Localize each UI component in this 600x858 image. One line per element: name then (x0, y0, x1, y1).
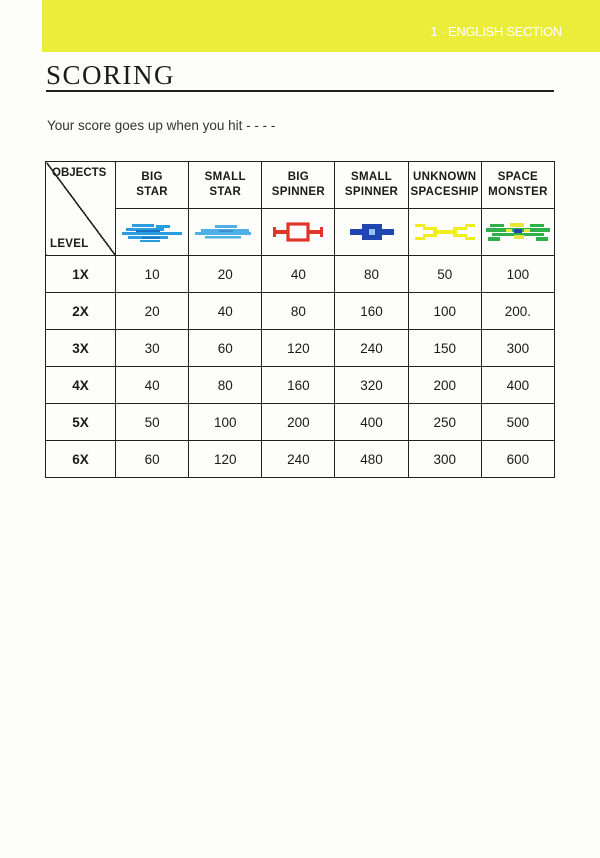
score-cell: 120 (189, 441, 262, 478)
score-cell: 320 (335, 367, 408, 404)
big-star-icon (122, 221, 182, 243)
score-cell: 60 (189, 330, 262, 367)
score-cell: 100 (189, 404, 262, 441)
space-monster-icon (486, 221, 550, 243)
big-spinner-icon (273, 221, 323, 243)
score-cell: 200 (262, 404, 335, 441)
score-cell: 40 (189, 293, 262, 330)
icon-cell (408, 209, 481, 256)
table-row (46, 256, 555, 293)
score-cell: 120 (262, 330, 335, 367)
icon-cell (335, 209, 408, 256)
table-corner (46, 162, 116, 256)
score-cell: 50 (116, 404, 189, 441)
score-cell: 100 (408, 293, 481, 330)
score-cell: 240 (335, 330, 408, 367)
intro-text: Your score goes up when you hit - - - - (47, 118, 276, 133)
level-label: LEVEL (50, 238, 89, 250)
level-cell: 2X (46, 293, 116, 330)
col-header-unknown-spaceship: UNKNOWN SPACESHIP (408, 162, 481, 209)
score-cell: 200. (481, 293, 554, 330)
score-cell: 480 (335, 441, 408, 478)
section-label: 1 · ENGLISH SECTION (430, 24, 562, 39)
page-title: SCORING (46, 60, 176, 90)
table-row (46, 404, 555, 441)
icon-cell (481, 209, 554, 256)
score-cell: 10 (116, 256, 189, 293)
level-cell: 6X (46, 441, 116, 478)
score-cell: 60 (116, 441, 189, 478)
score-cell: 80 (335, 256, 408, 293)
score-cell: 160 (262, 367, 335, 404)
col-header-small-spinner: SMALL SPINNER (335, 162, 408, 209)
score-cell: 250 (408, 404, 481, 441)
score-cell: 40 (262, 256, 335, 293)
level-cell: 3X (46, 330, 116, 367)
score-cell: 80 (189, 367, 262, 404)
score-cell: 400 (335, 404, 408, 441)
table-row (46, 441, 555, 478)
score-cell: 100 (481, 256, 554, 293)
score-cell: 30 (116, 330, 189, 367)
table-row (46, 367, 555, 404)
small-spinner-icon (350, 221, 394, 243)
score-cell: 600 (481, 441, 554, 478)
unknown-spaceship-icon (415, 222, 475, 242)
title-rule (46, 90, 554, 92)
score-cell: 300 (481, 330, 554, 367)
icon-row (46, 209, 555, 256)
score-cell: 200 (408, 367, 481, 404)
table-row (46, 293, 555, 330)
score-cell: 150 (408, 330, 481, 367)
score-cell: 240 (262, 441, 335, 478)
table-row (46, 330, 555, 367)
level-cell: 5X (46, 404, 116, 441)
section-banner (42, 0, 600, 52)
score-cell: 160 (335, 293, 408, 330)
score-cell: 20 (116, 293, 189, 330)
icon-cell (116, 209, 189, 256)
score-cell: 80 (262, 293, 335, 330)
small-star-icon (195, 223, 255, 241)
icon-cell (262, 209, 335, 256)
score-cell: 50 (408, 256, 481, 293)
objects-label: OBJECTS (52, 167, 107, 179)
col-header-small-star: SMALL STAR (189, 162, 262, 209)
score-cell: 20 (189, 256, 262, 293)
level-cell: 4X (46, 367, 116, 404)
scoring-table (45, 161, 555, 478)
score-cell: 500 (481, 404, 554, 441)
col-header-big-star: BIG STAR (116, 162, 189, 209)
score-cell: 40 (116, 367, 189, 404)
score-cell: 300 (408, 441, 481, 478)
score-cell: 400 (481, 367, 554, 404)
col-header-big-spinner: BIG SPINNER (262, 162, 335, 209)
col-header-space-monster: SPACE MONSTER (481, 162, 554, 209)
level-cell: 1X (46, 256, 116, 293)
icon-cell (189, 209, 262, 256)
header-row (46, 162, 555, 209)
